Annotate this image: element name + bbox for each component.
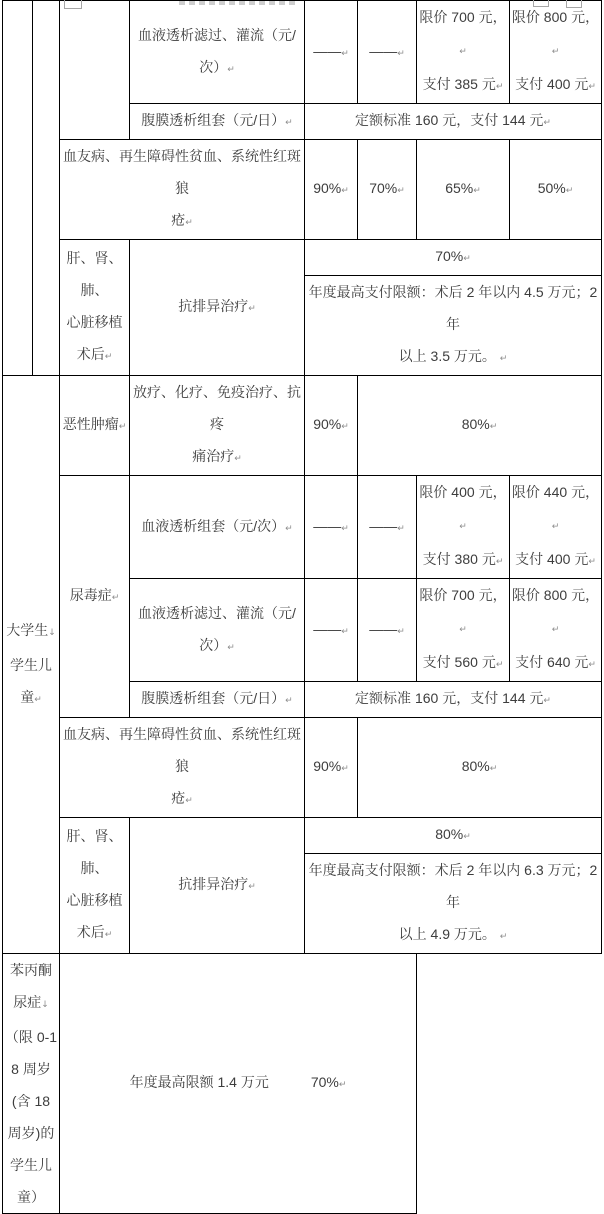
paragraph-mark-icon: ↵ <box>248 882 256 892</box>
paragraph-mark-icon: ↵ <box>463 832 471 842</box>
cell-rate-50: 50%↵ <box>510 140 602 240</box>
paragraph-mark-icon: ↵ <box>499 932 508 942</box>
cell-limit700-pay560: 限价 700 元，↵ 支付 560 元↵ <box>417 579 510 682</box>
cell-disease-phenylketonuria: 苯丙酮尿症↓ （限 0-18 周岁(含 18 周岁)的学生儿童） <box>3 954 60 1214</box>
paragraph-mark-icon: ↵ <box>227 642 235 653</box>
cell-treatment-anti-rejection: 抗排异治疗↵ <box>130 818 305 954</box>
paragraph-mark-icon: ↵ <box>463 254 471 264</box>
paragraph-mark-icon: ↵ <box>234 454 242 464</box>
paragraph-mark-icon: ↵ <box>543 696 551 706</box>
cell-rate-70: 70%↵ <box>358 140 417 240</box>
cell-rate-90: 90%↵ <box>305 718 358 818</box>
paragraph-mark-icon: ↓ <box>48 627 56 638</box>
paragraph-mark-icon: ↵ <box>227 64 235 75</box>
cell-dash-tier2: ——↵ <box>358 476 417 579</box>
paragraph-mark-icon: ↵ <box>341 523 349 534</box>
paragraph-mark-icon: ↵ <box>341 48 349 59</box>
paragraph-mark-icon: ↵ <box>397 186 405 196</box>
paragraph-mark-icon: ↵ <box>473 186 481 196</box>
paragraph-mark-icon: ↵ <box>185 796 193 806</box>
cell-rate-80-merged: 80%↵ <box>358 376 602 476</box>
cell-dash-tier1: ——↵ <box>305 579 358 682</box>
cell-disease-hemophilia-aplastic-anemia-lupus: 血友病、再生障碍性贫血、系统性红斑狼 疮↵ <box>60 140 305 240</box>
paragraph-mark-icon: ↵ <box>499 354 508 364</box>
cell-disease-malignant-tumor: 恶性肿瘤↵ <box>60 376 130 476</box>
paragraph-mark-icon: ↵ <box>118 422 127 432</box>
cell-region-blank <box>3 1 33 376</box>
paragraph-mark-icon: ↵ <box>588 82 596 92</box>
cell-rate-70-merged: 70%↵ <box>305 240 602 276</box>
cell-disease-organ-transplant: 肝、肾、肺、 心脏移植 术后↵ <box>60 240 130 376</box>
paragraph-mark-icon: ↵ <box>397 48 405 59</box>
cell-dash-tier1: ——↵ <box>305 476 358 579</box>
paragraph-mark-icon: ↵ <box>341 764 349 774</box>
paragraph-mark-icon: ↵ <box>459 625 467 635</box>
cell-dash-tier1: ——↵ <box>305 1 358 104</box>
paragraph-mark-icon: ↵ <box>341 422 349 432</box>
paragraph-mark-icon: ↵ <box>34 694 42 705</box>
cell-limit800-pay400: 限价 800 元，↵ 支付 400 元↵ <box>510 1 602 104</box>
paragraph-mark-icon: ↵ <box>338 1080 347 1090</box>
paragraph-mark-icon: ↵ <box>341 626 349 637</box>
cell-disease-uremia: 尿毒症↵ <box>60 476 130 718</box>
cell-annual-cap-4p5-3p5: 年度最高支付限额：术后 2 年以内 4.5 万元；2 年 以上 3.5 万元。 ↵ <box>305 276 602 376</box>
cell-treatment-radio-chemo-immuno-pain: 放疗、化疗、免疫治疗、抗疼 痛治疗↵ <box>130 376 305 476</box>
cell-fixed160-pay144: 定额标准 160 元，支付 144 元↵ <box>305 104 602 140</box>
paragraph-mark-icon: ↓ <box>41 1000 49 1010</box>
cell-limit400-pay380: 限价 400 元，↵ 支付 380 元↵ <box>417 476 510 579</box>
paragraph-mark-icon: ↵ <box>248 304 256 314</box>
paragraph-mark-icon: ↵ <box>588 660 596 670</box>
cell-disease-blank <box>60 1 130 140</box>
paragraph-mark-icon: ↵ <box>285 118 293 128</box>
paragraph-mark-icon: ↵ <box>459 47 467 57</box>
cell-treatment-peritoneal-dialysis: 腹膜透析组套（元/日）↵ <box>130 104 305 140</box>
paragraph-mark-icon: ↵ <box>495 82 504 92</box>
cell-limit440-pay400: 限价 440 元，↵ 支付 400 元↵ <box>510 476 602 579</box>
paragraph-mark-icon: ↵ <box>543 118 551 128</box>
cell-fixed160-pay144: 定额标准 160 元，支付 144 元↵ <box>305 682 602 718</box>
cell-treatment-hemofiltration-perfusion: 血液透析滤过、灌流（元/次）↵ <box>130 1 305 104</box>
paragraph-mark-icon: ↵ <box>588 557 596 567</box>
cell-disease-organ-transplant: 肝、肾、肺、 心脏移植 术后↵ <box>60 818 130 954</box>
benefits-table <box>2 0 602 1214</box>
paragraph-mark-icon: ↵ <box>565 186 574 196</box>
paragraph-mark-icon: ↵ <box>285 523 293 534</box>
cell-dash-tier2: ——↵ <box>358 1 417 104</box>
cell-rate-90: 90%↵ <box>305 376 358 476</box>
cell-annual-cap-1p4-rate70: 年度最高限额 1.4 万元 70%↵ <box>60 954 417 1214</box>
paragraph-mark-icon: ↵ <box>397 523 405 534</box>
cell-disease-hemophilia-aplastic-anemia-lupus: 血友病、再生障碍性贫血、系统性红斑狼 疮↵ <box>60 718 305 818</box>
paragraph-mark-icon: ↵ <box>104 352 113 362</box>
cell-dash-tier2: ——↵ <box>358 579 417 682</box>
paragraph-mark-icon: ↵ <box>341 186 349 196</box>
cell-rate-65: 65%↵ <box>417 140 510 240</box>
cell-rate-80-merged: 80%↵ <box>305 818 602 854</box>
paragraph-mark-icon: ↵ <box>551 625 560 635</box>
cell-subregion-blank <box>33 1 60 376</box>
cell-limit800-pay640: 限价 800 元，↵ 支付 640 元↵ <box>510 579 602 682</box>
paragraph-mark-icon: ↵ <box>551 47 560 57</box>
paragraph-mark-icon: ↵ <box>397 626 405 637</box>
cell-annual-cap-6p3-4p9: 年度最高支付限额：术后 2 年以内 6.3 万元；2 年 以上 4.9 万元。 ↵ <box>305 854 602 954</box>
paragraph-mark-icon: ↵ <box>489 764 498 774</box>
paragraph-mark-icon: ↵ <box>495 557 504 567</box>
cell-treatment-anti-rejection: 抗排异治疗↵ <box>130 240 305 376</box>
cell-limit700-pay385: 限价 700 元，↵ 支付 385 元↵ <box>417 1 510 104</box>
paragraph-mark-icon: ↵ <box>495 660 504 670</box>
cell-region-students-children: 大学生↓ 学生儿 童↵ <box>3 376 60 954</box>
paragraph-mark-icon: ↵ <box>111 593 120 603</box>
cell-treatment-hemodialysis-package: 血液透析组套（元/次）↵ <box>130 476 305 579</box>
paragraph-mark-icon: ↵ <box>285 696 293 706</box>
paragraph-mark-icon: ↵ <box>104 930 113 940</box>
cell-rate-80-merged: 80%↵ <box>358 718 602 818</box>
paragraph-mark-icon: ↵ <box>489 422 498 432</box>
cell-rate-90: 90%↵ <box>305 140 358 240</box>
cell-treatment-peritoneal-dialysis: 腹膜透析组套（元/日）↵ <box>130 682 305 718</box>
cell-treatment-hemofiltration-perfusion: 血液透析滤过、灌流（元/次）↵ <box>130 579 305 682</box>
paragraph-mark-icon: ↵ <box>459 522 467 532</box>
paragraph-mark-icon: ↵ <box>185 218 193 228</box>
paragraph-mark-icon: ↵ <box>551 522 560 532</box>
